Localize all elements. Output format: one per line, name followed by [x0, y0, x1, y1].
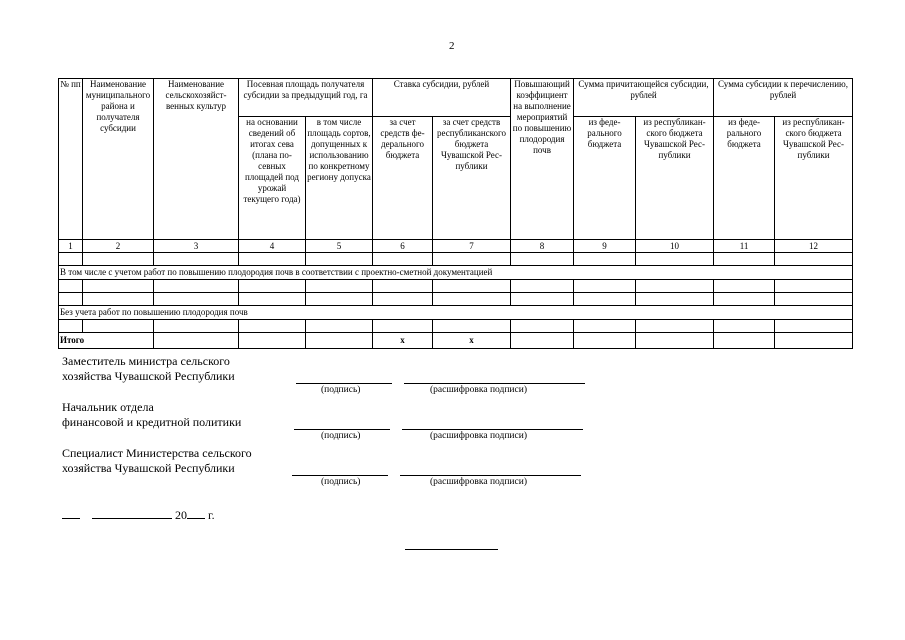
date-field — [62, 506, 215, 523]
year-blank — [187, 506, 205, 519]
signature-block-department-head — [62, 400, 241, 430]
table-row — [59, 280, 853, 293]
header-district: Наименование муниципального района и получателя субсидии — [83, 79, 154, 240]
column-number: 12 — [775, 240, 853, 253]
signature-caption: (подпись) — [321, 431, 361, 441]
header-rate-republic: за счет средств республиканского бюджета Чувашской Республики — [433, 117, 511, 240]
decoding-caption: (расшифровка подписи) — [430, 431, 527, 441]
header-rate-group: Ставка субсидии, рублей — [373, 79, 511, 117]
column-number: 11 — [714, 240, 775, 253]
section-with-fertility: В том числе с учетом работ по повышению плодородия почв в соответствии с проектно-сметной документацией — [59, 266, 853, 280]
year-suffix: г. — [208, 508, 215, 522]
column-number: 10 — [636, 240, 714, 253]
year-prefix: 20 — [175, 508, 187, 522]
section-row — [59, 306, 853, 320]
column-number: 9 — [574, 240, 636, 253]
table-row — [59, 293, 853, 306]
header-number: № пп — [59, 79, 83, 240]
decoding-line — [402, 429, 583, 430]
section-row — [59, 266, 853, 280]
header-area-sowing: на основании сведений об итогах сева (плана посевных площадей под урожай текущего года) — [239, 117, 306, 240]
column-numbers-row — [59, 240, 853, 253]
signature-title-line: Заместитель министра сельского — [62, 354, 230, 368]
total-row — [59, 333, 853, 349]
header-due-republic: из республиканского бюджета Чувашской Республики — [636, 117, 714, 240]
signature-line — [294, 429, 390, 430]
section-without-fertility: Без учета работ по повышению плодородия почв — [59, 306, 853, 320]
column-number: 3 — [154, 240, 239, 253]
day-blank — [62, 506, 80, 519]
decoding-caption: (расшифровка подписи) — [430, 385, 527, 395]
signature-title-line: Начальник отдела — [62, 400, 154, 414]
signature-caption: (подпись) — [321, 385, 361, 395]
signature-block-specialist — [62, 446, 252, 476]
header-area-group: Посевная площадь получателя субсидии за предыдущий год, га — [239, 79, 373, 117]
column-number: 5 — [306, 240, 373, 253]
header-rate-federal: за счет средств федерального бюджета — [373, 117, 433, 240]
decoding-line — [400, 475, 581, 476]
header-coefficient: Повышающий коэффициент на выполнение мероприятий по повышению плодородия почв — [511, 79, 574, 240]
signature-caption: (подпись) — [321, 477, 361, 487]
signature-title-line: Специалист Министерства сельского — [62, 446, 252, 460]
header-area-varieties: в том числе площадь сортов, допущенных к использованию по конкретному региону допуска — [306, 117, 373, 240]
column-number: 4 — [239, 240, 306, 253]
table-row — [59, 253, 853, 266]
total-x-mark: х — [373, 333, 433, 349]
column-number: 8 — [511, 240, 574, 253]
subsidy-table — [58, 78, 853, 349]
signature-block-deputy-minister — [62, 354, 235, 384]
signature-title-line: хозяйства Чувашской Республики — [62, 369, 235, 383]
table-row — [59, 320, 853, 333]
header-due-federal: из федерального бюджета — [574, 117, 636, 240]
month-blank — [92, 506, 172, 519]
page-number: 2 — [449, 40, 455, 52]
column-number: 2 — [83, 240, 154, 253]
decoding-line — [404, 383, 585, 384]
signature-title-line: финансовой и кредитной политики — [62, 415, 242, 429]
column-number: 7 — [433, 240, 511, 253]
column-number: 6 — [373, 240, 433, 253]
header-crops: Наименование сельскохозяйственных культур — [154, 79, 239, 240]
header-transfer-federal: из федерального бюджета — [714, 117, 775, 240]
header-transfer-group: Сумма субсидии к перечислению, рублей — [714, 79, 853, 117]
total-label: Итого — [59, 333, 154, 349]
total-x-mark: х — [433, 333, 511, 349]
signature-line — [296, 383, 392, 384]
signature-line — [292, 475, 388, 476]
signature-title-line: хозяйства Чувашской Республики — [62, 461, 235, 475]
column-number: 1 — [59, 240, 83, 253]
header-transfer-republic: из республиканского бюджета Чувашской Республики — [775, 117, 853, 240]
header-due-group: Сумма причитающейся субсидии, рублей — [574, 79, 714, 117]
end-line — [405, 549, 498, 550]
decoding-caption: (расшифровка подписи) — [430, 477, 527, 487]
